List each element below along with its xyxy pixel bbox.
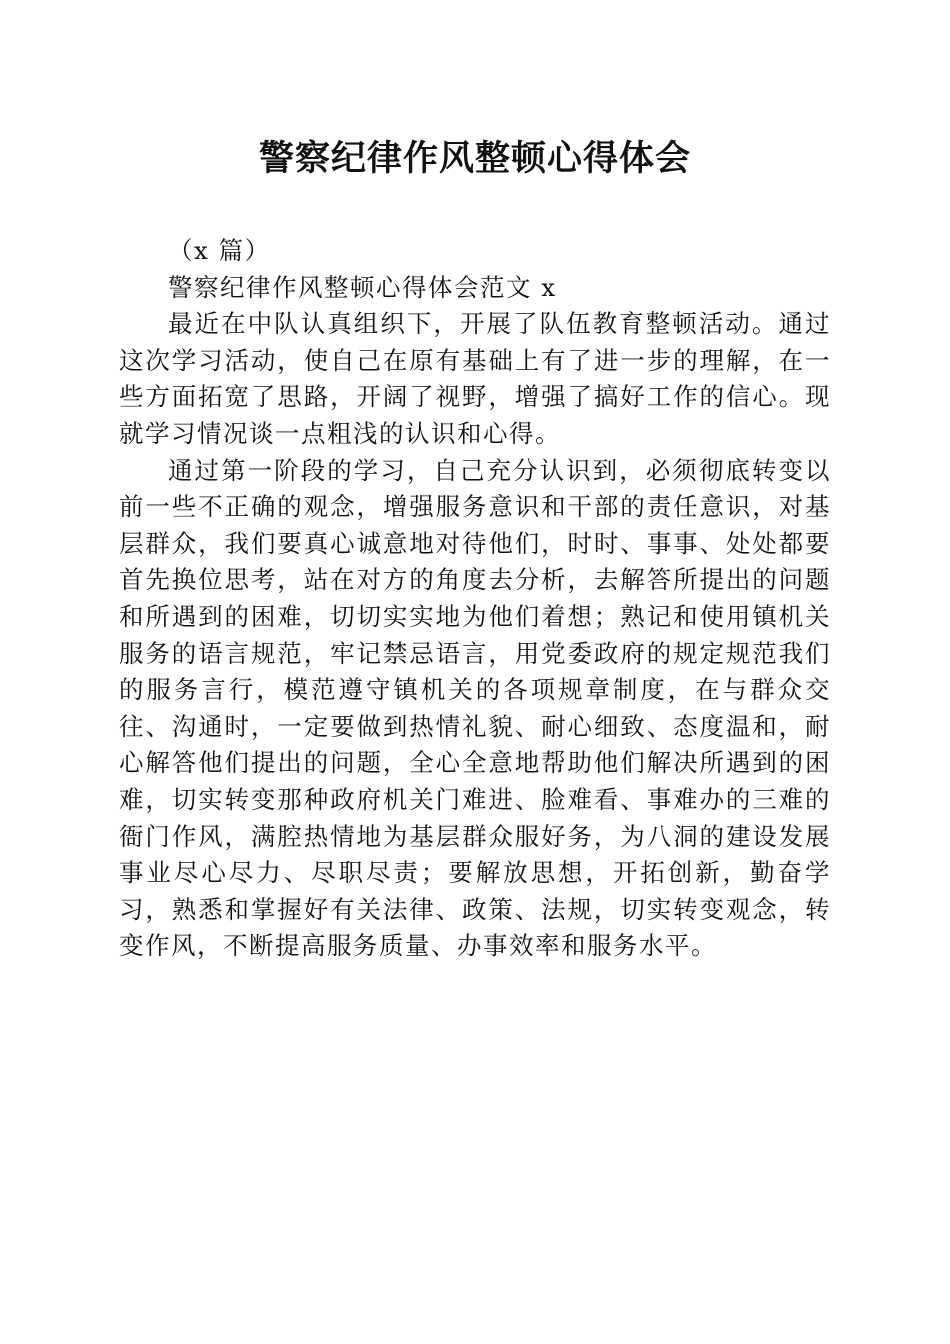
body-paragraph: 最近在中队认真组织下，开展了队伍教育整顿活动。通过这次学习活动，使自己在原有基础上有了进一步的理解，在一些方面拓宽了思路，开阔了视野，增强了搞好工作的信心。现就学习情况谈一点粗浅的认识和心得。 bbox=[119, 309, 831, 448]
document-subtitle: （x 篇） bbox=[168, 236, 271, 265]
document-title: 警察纪律作风整顿心得体会 bbox=[258, 139, 691, 179]
body-paragraph: 通过第一阶段的学习，自己充分认识到，必须彻底转变以前一些不正确的观念，增强服务意识和干部的责任意识，对基层群众，我们要真心诚意地对待他们，时时、事事、处处都要首先换位思考，站在对方的角度去分析，去解答所提出的问题和所遇到的困难，切切实实地为他们着想；熟记和使用镇机关服务的语言规范，牢记禁忌语言，用党委政府的规定规范我们的服务言行，模范遵守镇机关的各项规章制度，在与群众交往、沟通时，一定要做到热情礼貌、耐心细致、态度温和，耐心解答他们提出的问题，全心全意地帮助他们解决所遇到的困难，切实转变那种政府机关门难进、脸难看、事难办的三难的衙门作风，满腔热情地为基层群众服好务，为八洞的建设发展事业尽心尽力、尽职尽责；要解放思想，开拓创新，勤奋学习，熟悉和掌握好有关法律、政策、法规，切实转变观念，转变作风，不断提高服务质量、办事效率和服务水平。 bbox=[119, 455, 831, 961]
document-body bbox=[119, 233, 831, 965]
document-heading: 警察纪律作风整顿心得体会范文 x bbox=[168, 272, 557, 302]
